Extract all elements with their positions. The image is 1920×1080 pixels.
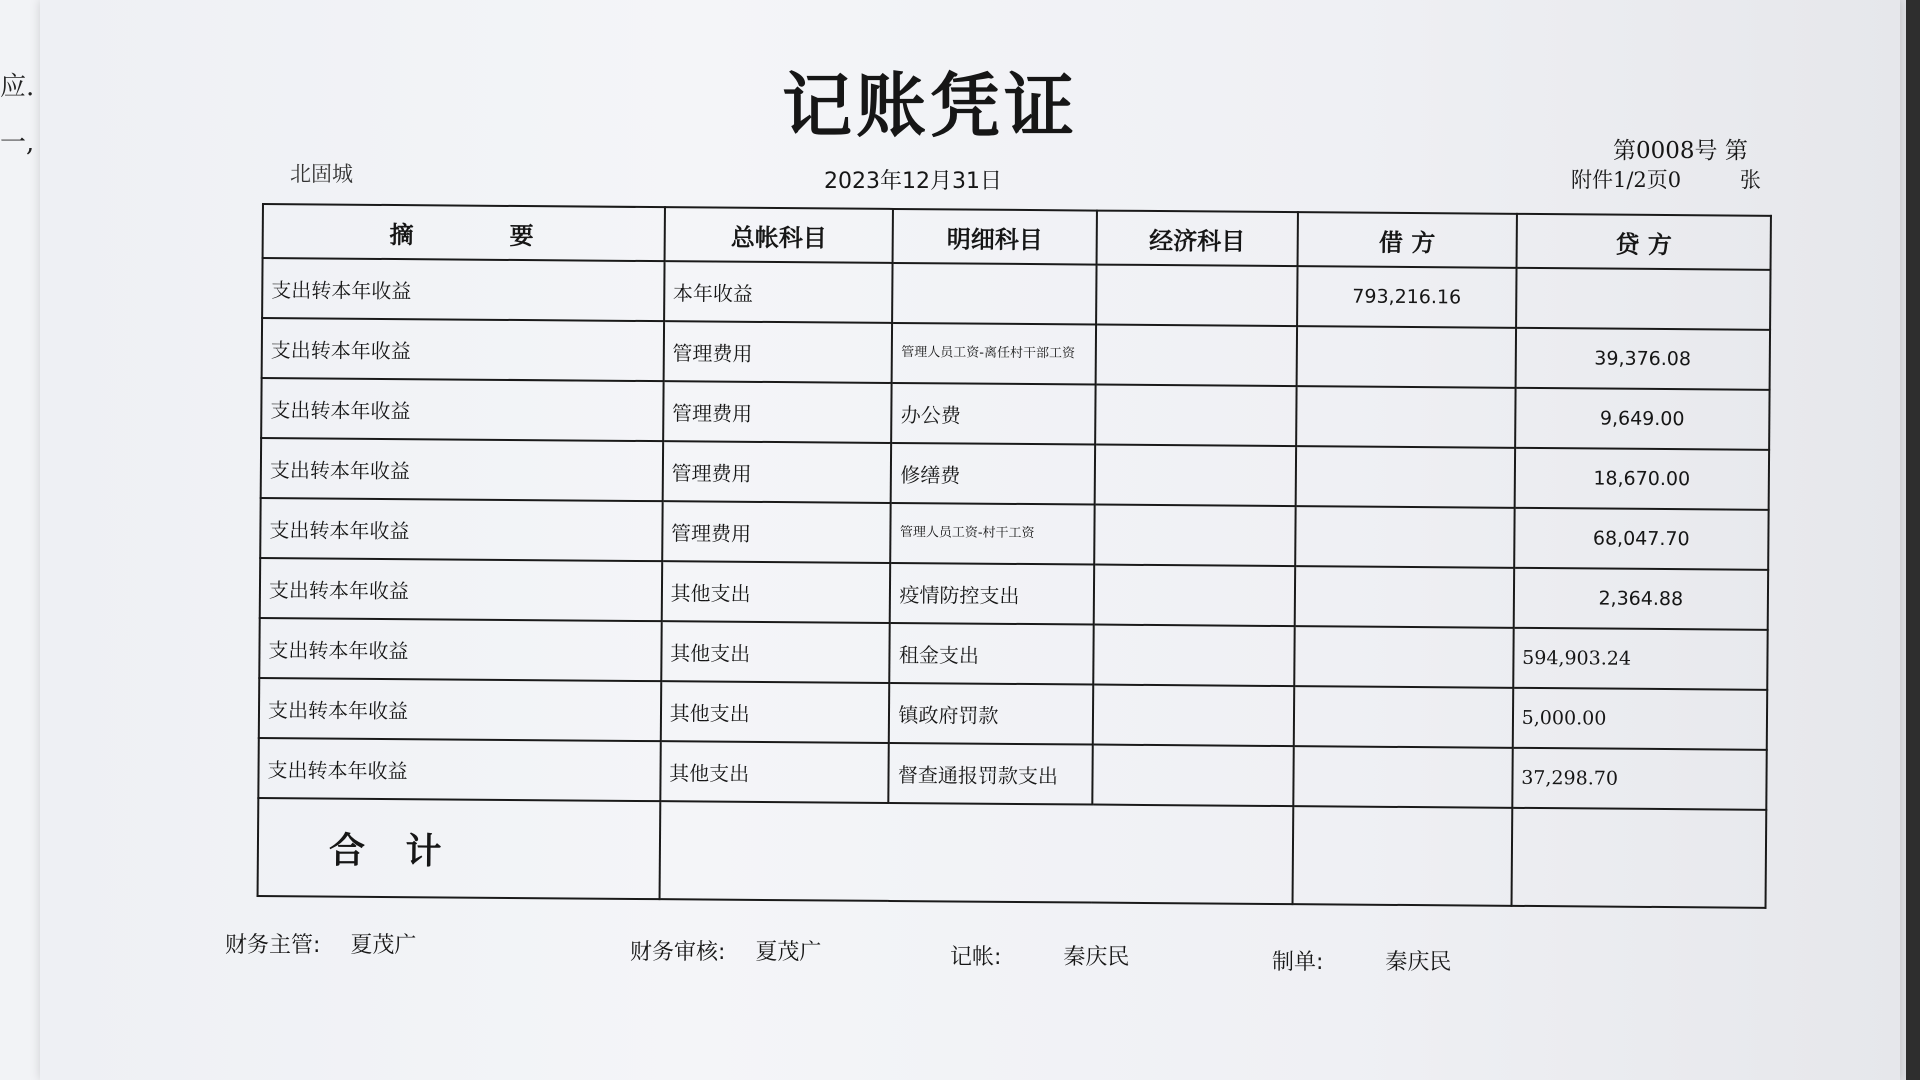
signature-preparer (1272, 945, 1451, 976)
general-account-cell: 管理费用 (662, 501, 891, 563)
general-account-cell: 管理费用 (662, 441, 891, 503)
signature-bookkeeper (950, 940, 1129, 971)
general-account-cell: 本年收益 (664, 261, 893, 323)
general-account-cell: 其他支出 (660, 741, 889, 803)
debit-cell (1297, 326, 1516, 388)
summary-cell: 支出转本年收益 (259, 618, 661, 681)
detail-account-cell: 疫情防控支出 (890, 563, 1094, 625)
debit-cell (1293, 746, 1512, 808)
voucher-title: 记账凭证 (782, 64, 1078, 147)
attachment-unit: 张 (1739, 168, 1761, 192)
detail-account-cell (893, 263, 1097, 325)
edge-text: 应. (0, 72, 35, 102)
previous-page-edge (0, 0, 42, 1080)
total-credit-cell (1511, 808, 1766, 908)
detail-account-cell: 办公费 (892, 383, 1096, 445)
dark-background (1906, 0, 1920, 1080)
attachment-count (1571, 164, 1761, 194)
voucher-sheet (40, 0, 1900, 1080)
credit-cell: 2,364.88 (1513, 568, 1768, 630)
debit-cell (1294, 686, 1513, 748)
debit-cell (1296, 446, 1515, 508)
signature-supervisor (225, 928, 416, 959)
economic-account-cell (1095, 385, 1297, 447)
general-account-cell: 其他支出 (661, 621, 890, 683)
auditor-name: 夏茂广 (755, 940, 822, 965)
voucher-number: 第0008号 第 (1613, 138, 1748, 164)
economic-account-cell (1096, 265, 1298, 327)
summary-cell: 支出转本年收益 (258, 738, 660, 801)
credit-cell: 5,000.00 (1512, 688, 1767, 750)
detail-account-cell: 管理人员工资-离任村干部工资 (892, 323, 1096, 385)
voucher-table (257, 203, 1772, 909)
economic-account-cell (1093, 685, 1295, 747)
attachment-pages: 附件1/2页0 (1571, 168, 1682, 192)
economic-account-cell (1094, 505, 1296, 567)
column-header-credit: 贷 方 (1516, 214, 1771, 270)
column-header-economic-account: 经济科目 (1096, 211, 1298, 267)
column-header-detail-account: 明细科目 (893, 209, 1097, 265)
economic-account-cell (1093, 625, 1295, 687)
detail-account-cell: 镇政府罚款 (889, 683, 1093, 745)
economic-account-cell (1092, 745, 1294, 807)
detail-account-cell: 管理人员工资-村干工资 (891, 503, 1095, 565)
credit-cell (1516, 268, 1771, 330)
voucher-date: 2023年12月31日 (824, 169, 1002, 194)
credit-cell: 18,670.00 (1514, 448, 1769, 510)
detail-account-cell: 租金支出 (890, 623, 1094, 685)
economic-account-cell (1094, 445, 1296, 507)
general-account-cell: 管理费用 (663, 321, 892, 383)
detail-account-cell: 修缮费 (891, 443, 1095, 505)
economic-account-cell (1094, 565, 1296, 627)
summary-cell: 支出转本年收益 (260, 558, 662, 621)
general-account-cell: 管理费用 (663, 381, 892, 443)
bookkeeper-name: 秦庆民 (1063, 945, 1130, 970)
total-merged-cell (659, 801, 1293, 904)
credit-cell: 39,376.08 (1515, 328, 1770, 390)
credit-cell: 37,298.70 (1512, 748, 1767, 810)
edge-text: 一, (0, 128, 35, 158)
debit-cell: 793,216.16 (1297, 266, 1516, 328)
debit-cell (1295, 506, 1514, 568)
summary-cell: 支出转本年收益 (262, 258, 664, 321)
summary-cell: 支出转本年收益 (260, 498, 662, 561)
column-header-summary: 摘 要 (263, 204, 665, 261)
debit-cell (1296, 386, 1515, 448)
debit-cell (1295, 566, 1514, 628)
total-debit-cell (1293, 806, 1512, 906)
credit-cell: 9,649.00 (1515, 388, 1770, 450)
supervisor-label: 财务主管: (225, 933, 321, 958)
supervisor-name: 夏茂广 (350, 933, 417, 958)
summary-cell: 支出转本年收益 (259, 678, 661, 741)
debit-cell (1294, 626, 1513, 688)
preparer-label: 制单: (1272, 950, 1324, 975)
column-header-debit: 借 方 (1298, 212, 1517, 268)
credit-cell: 68,047.70 (1514, 508, 1769, 570)
signature-auditor (630, 935, 821, 966)
bookkeeper-label: 记帐: (950, 945, 1002, 970)
economic-account-cell (1095, 325, 1297, 387)
organization-name: 北固城 (290, 162, 353, 186)
general-account-cell: 其他支出 (661, 561, 890, 623)
preparer-name: 秦庆民 (1385, 950, 1452, 975)
total-row (258, 798, 1767, 908)
column-header-general-account: 总帐科目 (664, 207, 893, 263)
summary-cell: 支出转本年收益 (261, 378, 663, 441)
detail-account-cell: 督查通报罚款支出 (889, 743, 1093, 805)
summary-cell: 支出转本年收益 (261, 438, 663, 501)
total-label: 合 计 (258, 798, 660, 899)
credit-cell: 594,903.24 (1513, 628, 1768, 690)
general-account-cell: 其他支出 (660, 681, 889, 743)
summary-cell: 支出转本年收益 (262, 318, 664, 381)
auditor-label: 财务审核: (630, 940, 726, 965)
